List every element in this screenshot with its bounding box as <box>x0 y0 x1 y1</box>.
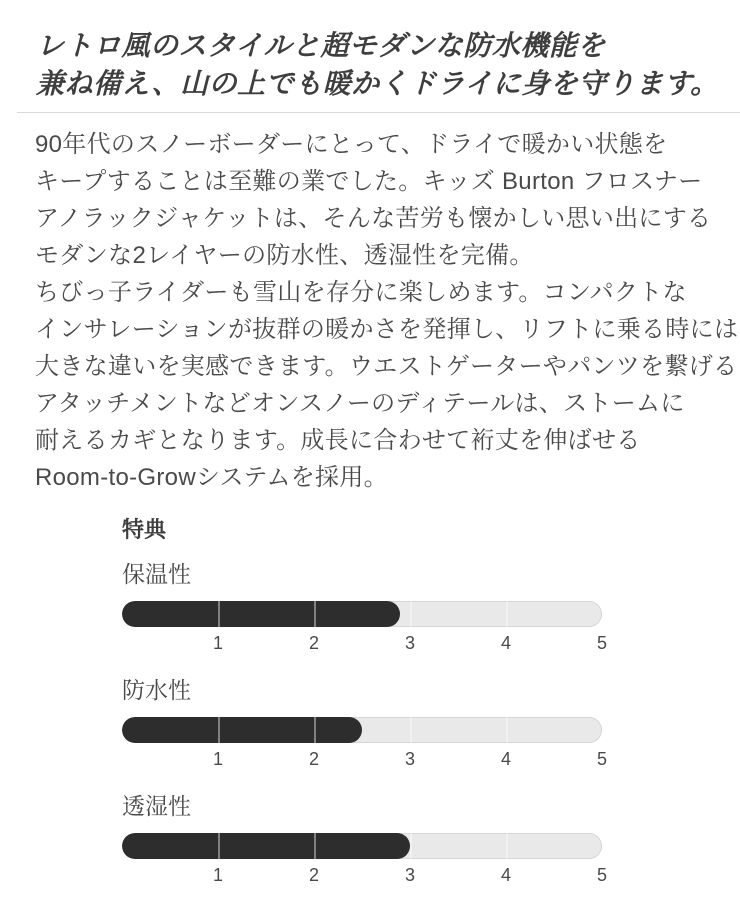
rating-waterproof-scale <box>122 748 608 770</box>
description-line: インサレーションが抜群の暖かさを発揮し、リフトに乗る時には <box>35 316 739 343</box>
rating-breathability-scale <box>122 864 608 886</box>
description-line: 90年代のスノーボーダーにとって、ドライで暖かい状態を <box>35 131 668 158</box>
rating-breathability-label: 透湿性 <box>122 793 191 819</box>
scale-tick <box>410 717 412 743</box>
description-line: アタッチメントなどオンスノーのディテールは、ストームに <box>35 390 685 417</box>
scale-number: 4 <box>500 633 512 653</box>
scale-tick <box>218 601 220 627</box>
scale-number: 1 <box>212 865 224 885</box>
scale-number: 5 <box>596 749 608 769</box>
rating-warmth-label: 保温性 <box>122 561 191 587</box>
rating-warmth <box>122 560 608 654</box>
product-headline <box>0 0 740 103</box>
scale-tick <box>410 833 412 859</box>
product-description <box>35 126 739 496</box>
scale-tick <box>506 601 508 627</box>
scale-number: 5 <box>596 865 608 885</box>
features-title: 特典 <box>122 517 167 542</box>
rating-breathability-bar-track <box>122 833 602 859</box>
scale-number: 1 <box>212 749 224 769</box>
scale-tick <box>410 601 412 627</box>
rating-breathability-bar-fill <box>122 833 410 859</box>
rating-warmth-bar-track <box>122 601 602 627</box>
rating-warmth-scale <box>122 632 608 654</box>
rating-waterproof-label: 防水性 <box>122 677 191 703</box>
scale-tick <box>506 717 508 743</box>
rating-waterproof-bar-track <box>122 717 602 743</box>
scale-tick <box>314 601 316 627</box>
description-line: 耐えるカギとなります。成長に合わせて裄丈を伸ばせる <box>35 427 641 454</box>
scale-number: 3 <box>404 749 416 769</box>
description-line: アノラックジャケットは、そんな苦労も懐かしい思い出にする <box>35 205 712 232</box>
headline-line-2: 兼ね備え、山の上でも暖かくドライに身を守ります。 <box>36 68 719 99</box>
scale-tick <box>314 833 316 859</box>
scale-number: 1 <box>212 633 224 653</box>
description-line: 大きな違いを実感できます。ウエストゲーターやパンツを繋げる <box>35 353 738 380</box>
scale-number: 4 <box>500 865 512 885</box>
scale-number: 2 <box>308 865 320 885</box>
description-line: キープすることは至難の業でした。キッズ Burton フロスナー <box>35 168 703 195</box>
description-line: ちびっ子ライダーも雪山を存分に楽しめます。コンパクトな <box>35 279 687 306</box>
scale-number: 2 <box>308 633 320 653</box>
scale-number: 4 <box>500 749 512 769</box>
scale-number: 5 <box>596 633 608 653</box>
features-section <box>122 517 608 886</box>
scale-tick <box>218 833 220 859</box>
scale-tick <box>314 717 316 743</box>
scale-tick <box>218 717 220 743</box>
rating-waterproof <box>122 676 608 770</box>
description-line: Room-to-Growシステムを採用。 <box>35 464 388 491</box>
scale-number: 2 <box>308 749 320 769</box>
scale-tick <box>506 833 508 859</box>
scale-number: 3 <box>404 633 416 653</box>
rating-breathability <box>122 792 608 886</box>
description-line: モダンな2レイヤーの防水性、透湿性を完備。 <box>35 242 534 269</box>
rating-waterproof-bar-fill <box>122 717 362 743</box>
section-divider <box>17 112 740 113</box>
headline-line-1: レトロ風のスタイルと超モダンな防水機能を <box>36 30 606 61</box>
rating-warmth-bar-fill <box>122 601 400 627</box>
scale-number: 3 <box>404 865 416 885</box>
